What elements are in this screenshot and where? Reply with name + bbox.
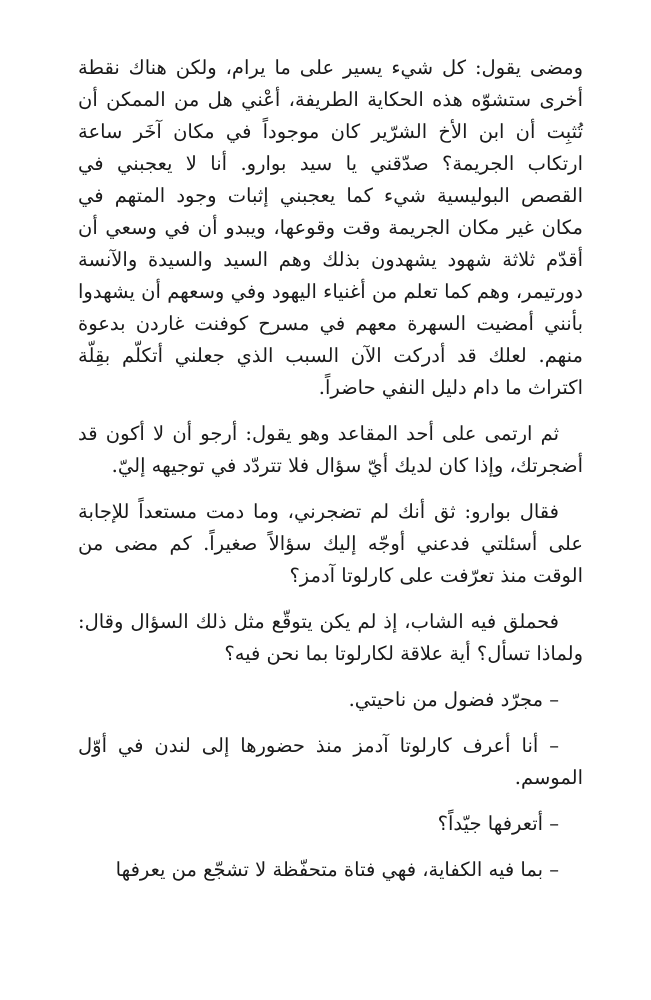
book-page <box>78 52 583 886</box>
paragraph-2: ثم ارتمى على أحد المقاعد وهو يقول: أرجو أن لا أكون قد أضجرتك، وإذا كان لديك أيّ سؤال فلا تتردّد في توجيهه إليّ. <box>78 422 583 477</box>
paragraph-1: ومضى يقول: كل شيء يسير على ما يرام، ولكن هناك نقطة أخرى ستشوّه هذه الحكاية الطريفة، أعْني هل من الممكن أن تُثبِت أن ابن الأخ الشرّير كان موجوداً في مكان آخَر ساعة ارتكاب الجريمة؟ صدّقني يا سيد بوارو. أنا لا يعجبني في القصص البوليسية شيء كما يعجبني إثبات وجود المتهم في مكان غير مكان الجريمة وقت وقوعها، ويبدو أن في وسعي أن أقدّم ثلاثة شهود يشهدون بذلك وهم السيد والسيدة والآنسة دورتيمر، وهم كما تعلم من أغنياء اليهود وفي وسعهم أن يشهدوا بأنني أمضيت السهرة معهم في مسرح كوفنت غاردن بدعوة منهم. لعلك قد أدركت الآن السبب الذي جعلني أتكلّم بقِلّة اكتراث ما دام دليل النفي حاضراً. <box>78 56 583 399</box>
dialogue-line-3: – أتعرفها جيّداً؟ <box>437 812 559 835</box>
paragraph-4: فحملق فيه الشاب، إذ لم يكن يتوقّع مثل ذلك السؤال وقال: ولماذا تسأل؟ أية علاقة لكارلوتا بما نحن فيه؟ <box>78 610 583 665</box>
paragraph-3: فقال بوارو: ثق أنك لم تضجرني، وما دمت مستعداً للإجابة على أسئلتي فدعني أوجّه إليك سؤالاً صغيراً. كم مضى من الوقت منذ تعرّفت على كارلوتا آدمز؟ <box>78 500 583 587</box>
dialogue-line-2: – أنا أعرف كارلوتا آدمز منذ حضورها إلى لندن في أوّل الموسم. <box>78 734 583 789</box>
dialogue-line-1: – مجرّد فضول من ناحيتي. <box>348 688 559 711</box>
dialogue-line-4: – بما فيه الكفاية، فهي فتاة متحفّظة لا تشجّع من يعرفها <box>115 858 559 881</box>
